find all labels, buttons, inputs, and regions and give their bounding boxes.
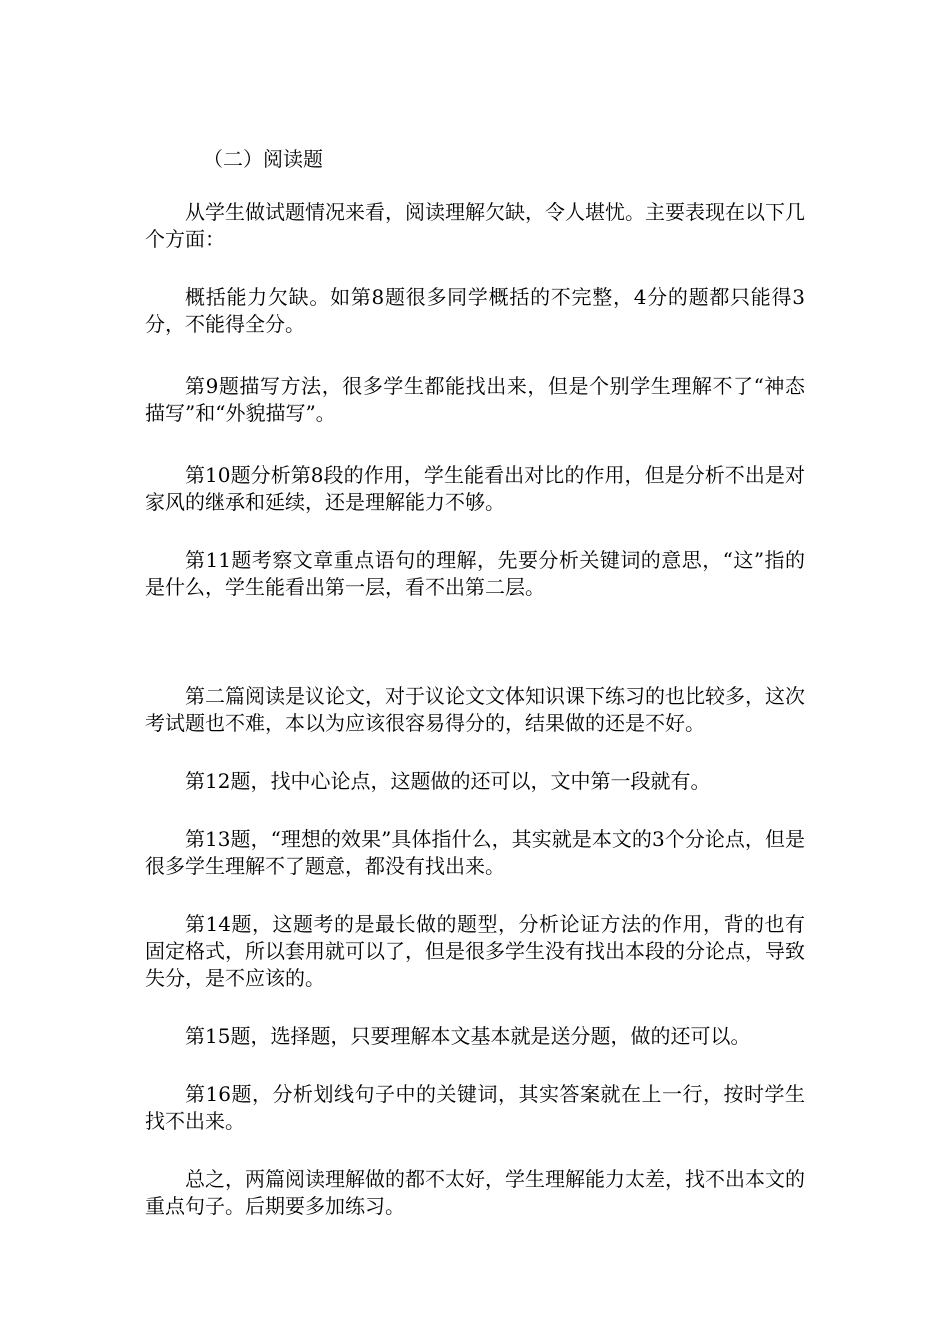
- paragraph-q8: 概括能力欠缺。如第8题很多同学概括的不完整，4分的题都只能得3分，不能得全分。: [145, 285, 805, 336]
- paragraph-q13: 第13题，“理想的效果”具体指什么，其实就是本文的3个分论点，但是很多学生理解不了题意，都没有找出来。: [145, 827, 805, 878]
- paragraph-q15: 第15题，选择题，只要理解本文基本就是送分题，做的还可以。: [185, 1024, 751, 1048]
- paragraph-intro: 从学生做试题情况来看，阅读理解欠缺，令人堪忧。主要表现在以下几个方面：: [145, 200, 805, 251]
- paragraph-q10: 第10题分析第8段的作用，学生能看出对比的作用，但是分析不出是对家风的继承和延续，还是理解能力不够。: [145, 463, 805, 514]
- paragraph-q14: 第14题，这题考的是最长做的题型，分析论证方法的作用，背的也有固定格式，所以套用就可以了，但是很多学生没有找出本段的分论点，导致失分，是不应该的。: [145, 912, 805, 990]
- paragraph-q12: 第12题，找中心论点，这题做的还可以，文中第一段就有。: [185, 769, 711, 793]
- document-body: [145, 146, 805, 1220]
- paragraph-summary: 总之，两篇阅读理解做的都不太好，学生理解能力太差，找不出本文的重点句子。后期要多加练习。: [145, 1167, 805, 1218]
- paragraph-q11: 第11题考察文章重点语句的理解，先要分析关键词的意思，“这”指的是什么，学生能看出第一层，看不出第二层。: [145, 548, 805, 599]
- paragraph-q16: 第16题，分析划线句子中的关键词，其实答案就在上一行，按时学生找不出来。: [145, 1082, 805, 1133]
- section-heading: （二）阅读题: [203, 147, 323, 171]
- paragraph-q9: 第9题描写方法，很多学生都能找出来，但是个别学生理解不了“神态描写”和“外貌描写”。: [145, 374, 805, 425]
- paragraph-second-passage: 第二篇阅读是议论文，对于议论文文体知识课下练习的也比较多，这次考试题也不难，本以为应该很容易得分的，结果做的还是不好。: [145, 684, 805, 735]
